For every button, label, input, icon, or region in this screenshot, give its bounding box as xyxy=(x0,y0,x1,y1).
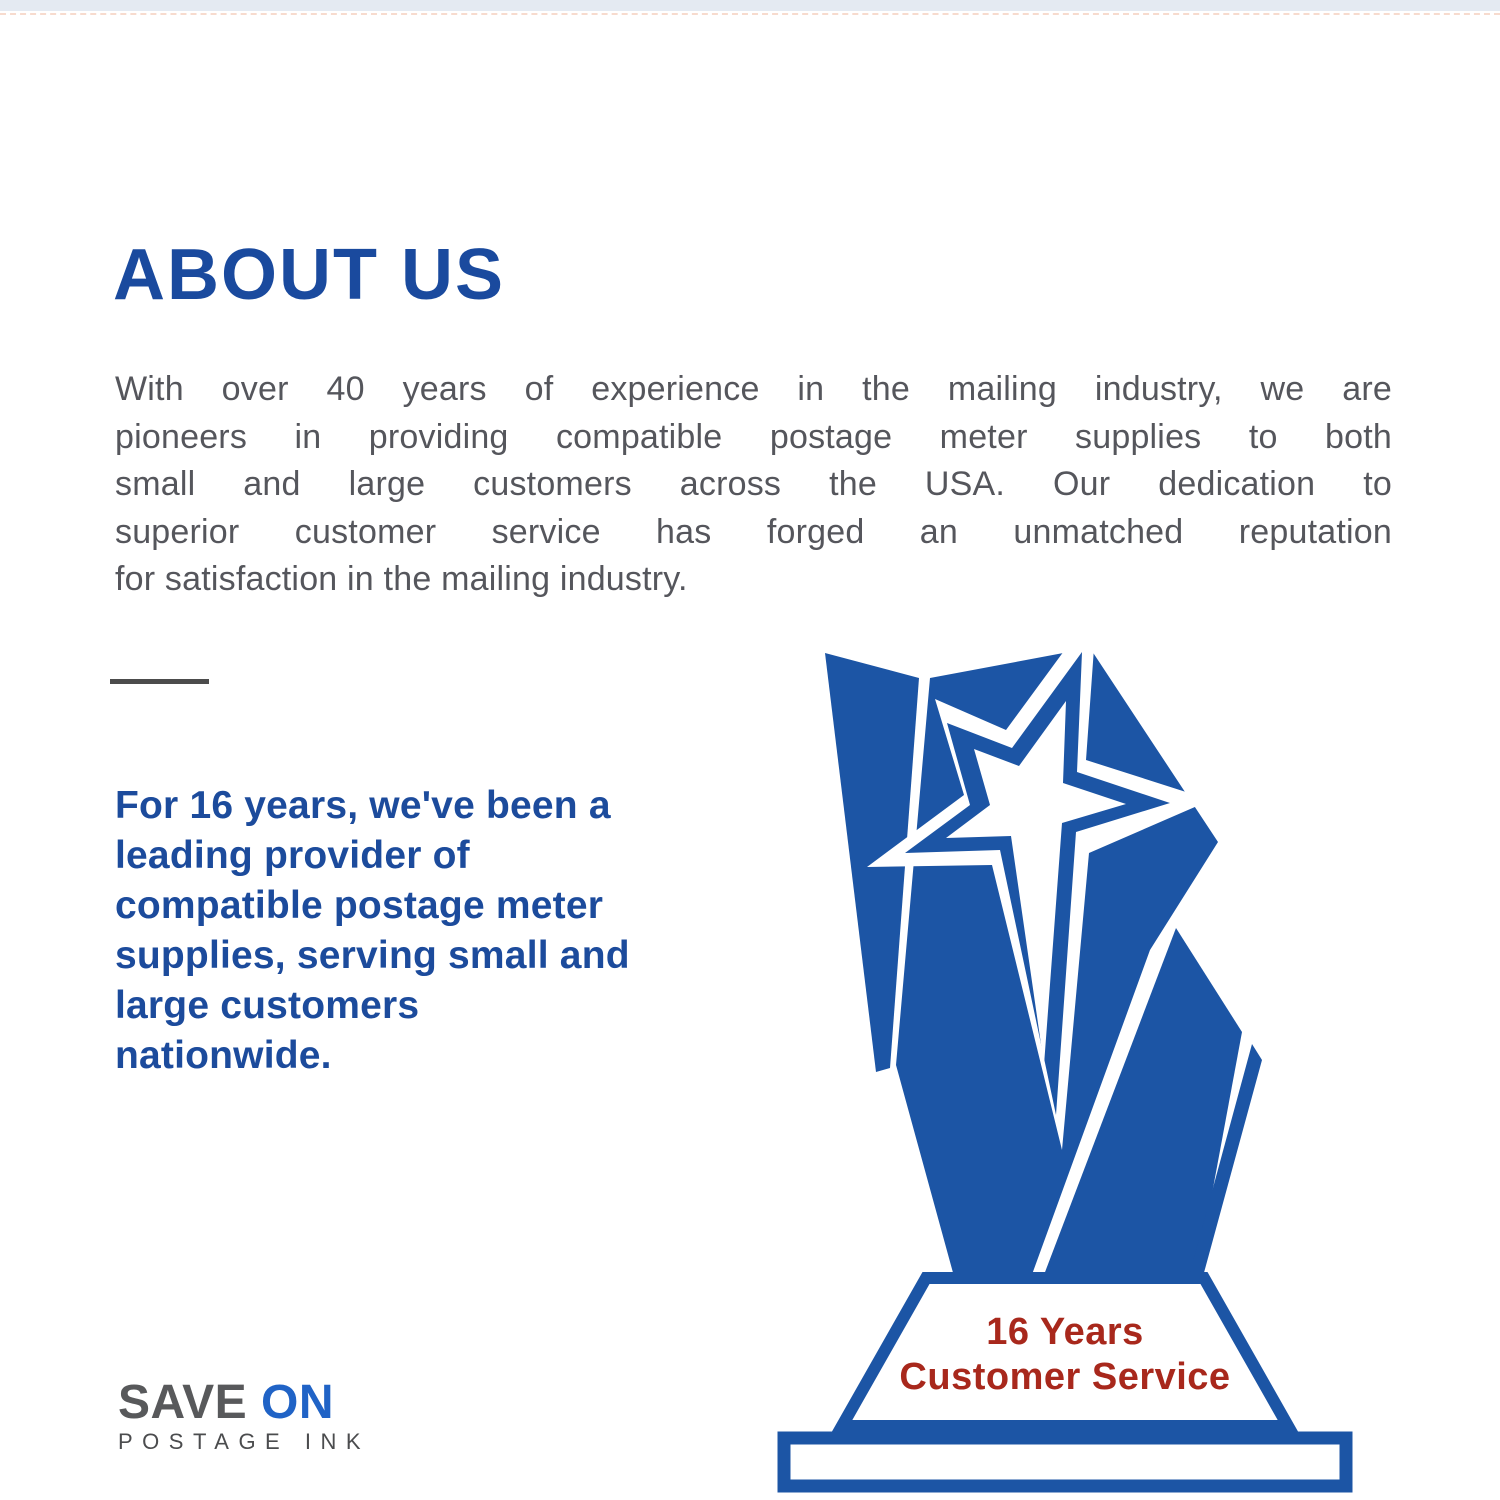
top-strip xyxy=(0,0,1500,11)
logo-subtitle: POSTAGE INK xyxy=(118,1429,371,1454)
highlight-line: For 16 years, we've been a xyxy=(115,784,611,827)
highlight-line: leading provider of xyxy=(115,834,470,877)
logo-wordmark xyxy=(118,1378,418,1428)
highlight-line: supplies, serving small and xyxy=(115,934,630,977)
intro-paragraph xyxy=(115,366,1392,604)
trophy-illustration xyxy=(750,620,1400,1500)
award-years: 16 Years xyxy=(986,1311,1144,1353)
trophy-bottom-bar xyxy=(784,1438,1346,1486)
intro-line: for satisfaction in the mailing industry. xyxy=(115,560,688,598)
top-dashed-line xyxy=(0,13,1500,15)
highlight-statement xyxy=(115,781,755,1081)
award-service: Customer Service xyxy=(899,1356,1231,1398)
logo-save-text: SAVE xyxy=(118,1376,248,1429)
section-divider xyxy=(110,679,209,684)
page-title: ABOUT US xyxy=(113,235,505,316)
highlight-line: large customers xyxy=(115,984,420,1027)
intro-line: superior customer service has forged an unmatched reputation xyxy=(115,512,1392,551)
intro-line: pioneers in providing compatible postage meter supplies to both xyxy=(115,417,1392,456)
brand-logo xyxy=(118,1378,418,1454)
award-text xyxy=(845,1310,1285,1400)
intro-line: With over 40 years of experience in the mailing industry, we are xyxy=(115,370,1392,408)
logo-on-text: ON xyxy=(261,1376,334,1429)
highlight-line: compatible postage meter xyxy=(115,884,604,927)
intro-line: small and large customers across the USA. Our dedication to xyxy=(115,465,1392,503)
highlight-line: nationwide. xyxy=(115,1034,332,1077)
